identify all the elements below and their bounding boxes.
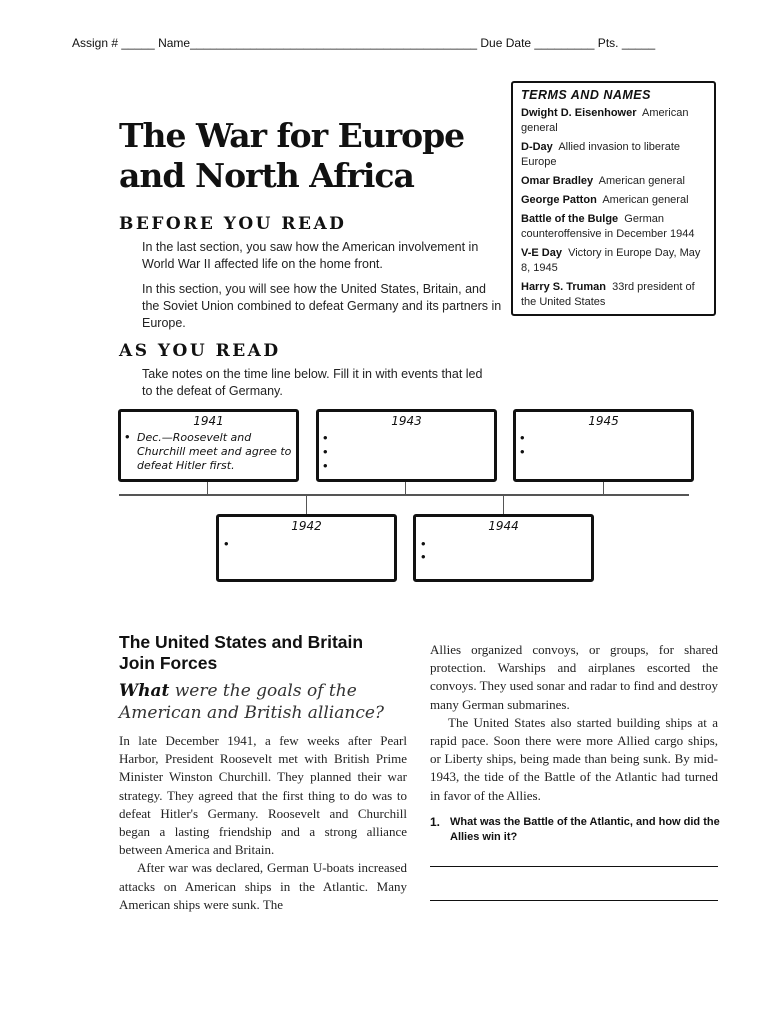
term-name: George Patton <box>521 194 597 206</box>
term-name: Battle of the Bulge <box>521 213 619 225</box>
as-you-read-heading: AS YOU READ <box>119 341 281 361</box>
terms-heading: TERMS AND NAMES <box>521 88 651 102</box>
timeline-box-1944[interactable] <box>413 514 594 582</box>
title-line-1: The War for Europe <box>119 116 465 155</box>
answer-line[interactable] <box>430 866 718 867</box>
term-item <box>521 106 706 136</box>
before-paragraph-1: In the last section, you saw how the American involvement in World War II affected life on the home front. <box>142 240 479 271</box>
question-rest: were the goals of the American and British alliance? <box>119 681 385 723</box>
timeline-tick <box>207 481 208 495</box>
term-name: D-Day <box>521 141 553 153</box>
bullet: • <box>421 549 426 564</box>
timeline-tick <box>603 481 604 495</box>
timeline-year-1942: 1942 <box>291 519 322 533</box>
term-item <box>521 140 706 170</box>
bullet: • <box>323 458 328 473</box>
bullet: • <box>323 444 328 459</box>
term-desc: American general <box>602 194 689 206</box>
bullet: • <box>421 536 426 551</box>
paragraph: Allies organized convoys, or groups, for shared protection. Warships and airplanes escorted the convoys. They used sonar and radar to find and destroy many German submarines. <box>430 642 718 712</box>
bullet: • <box>323 430 328 445</box>
before-paragraph-2: In this section, you will see how the United States, Britain, and the Soviet Union combined to defeat Germany and its partners in Europe. <box>142 282 502 330</box>
paragraph: The United States also started building ships at a rapid pace. Soon there were more Allied cargo ships, or Liberty ships, being made than being sunk. By mid-1943, the tide of the Battle of the Atlantic had turned in favor of the Allies. <box>430 714 718 803</box>
term-desc: German counteroffensive in December 1944 <box>521 213 695 240</box>
timeline-box-1942[interactable] <box>216 514 397 582</box>
term-item <box>521 174 706 189</box>
assignment-header: Assign # _____ Name___________________________________________ Due Date _________ Pts. _____ <box>72 36 656 50</box>
column-left <box>119 732 407 914</box>
timeline-year-1941: 1941 <box>193 414 224 428</box>
answer-line[interactable] <box>430 900 718 901</box>
review-question: What was the Battle of the Atlantic, and how did the Allies win it? <box>450 816 720 843</box>
before-you-read-heading: BEFORE YOU READ <box>119 214 347 234</box>
question-lead: What <box>119 681 170 701</box>
term-desc: American general <box>521 107 689 134</box>
guiding-question <box>119 680 419 724</box>
timeline-box-1941[interactable] <box>118 409 299 482</box>
question-number: 1. <box>430 815 441 829</box>
bullet: • <box>520 444 525 459</box>
term-item <box>521 280 706 310</box>
timeline-box-1945[interactable] <box>513 409 694 482</box>
timeline-year-1945: 1945 <box>588 414 619 428</box>
term-desc: American general <box>598 175 685 187</box>
bullet: • <box>520 430 525 445</box>
section-heading: The United States and Britain Join Forces <box>119 632 364 673</box>
bullet: • <box>224 536 229 551</box>
title-line-2: and North Africa <box>119 156 414 195</box>
term-item <box>521 246 706 276</box>
page-title <box>119 116 499 196</box>
timeline-note-1941: Dec.—Roosevelt and Churchill meet and agree to defeat Hitler first. <box>137 431 292 472</box>
term-desc: Victory in Europe Day, May 8, 1945 <box>521 247 701 274</box>
term-name: Dwight D. Eisenhower <box>521 107 637 119</box>
as-you-read-text: Take notes on the time line below. Fill it in with events that led to the defeat of Germany. <box>142 367 483 398</box>
term-item <box>521 193 706 208</box>
paragraph: After war was declared, German U-boats increased attacks on American ships in the Atlantic. Many American ships were sunk. The <box>119 860 407 912</box>
term-item <box>521 212 706 242</box>
term-desc: 33rd president of the United States <box>521 281 695 308</box>
term-name: Omar Bradley <box>521 175 594 187</box>
term-name: V-E Day <box>521 247 562 259</box>
column-right <box>430 641 718 805</box>
timeline-tick <box>306 495 307 515</box>
timeline-year-1943: 1943 <box>391 414 422 428</box>
term-name: Harry S. Truman <box>521 281 606 293</box>
timeline-tick <box>503 495 504 515</box>
paragraph: In late December 1941, a few weeks after Pearl Harbor, President Roosevelt met with British Prime Minister Winston Churchill. They planned their war strategy. They agreed that the first thing to do was to defeat Hitler's Germany. Roosevelt and Churchill began a lasting friendship and a strong alliance between America and Britain. <box>119 733 407 858</box>
term-desc: Allied invasion to liberate Europe <box>521 141 680 168</box>
terms-and-names-box <box>511 81 716 316</box>
bullet: • <box>125 429 130 444</box>
timeline-year-1944: 1944 <box>488 519 519 533</box>
timeline-box-1943[interactable] <box>316 409 497 482</box>
timeline-tick <box>405 481 406 495</box>
